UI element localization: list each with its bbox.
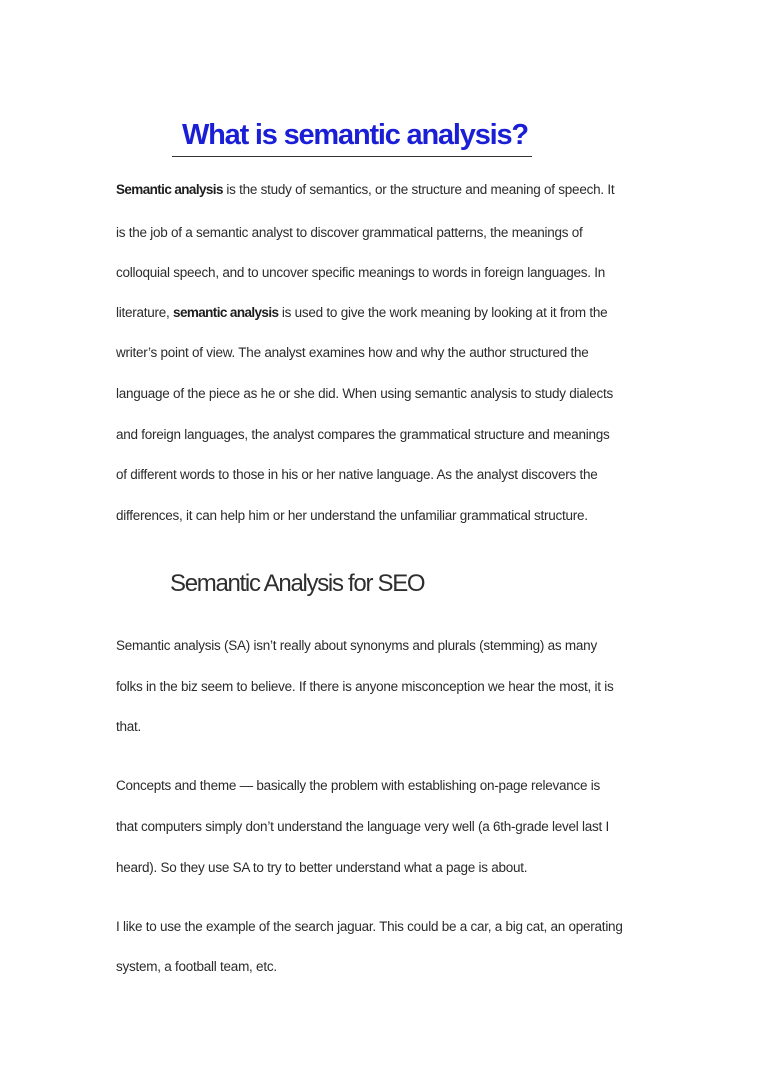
paragraph-line: [116, 385, 613, 403]
paragraph-line: [116, 181, 614, 199]
paragraph-line: that.: [116, 719, 142, 734]
paragraph-line: Concepts and theme — basically the problem with establishing on-page relevance is: [116, 778, 601, 793]
paragraph-line: system, a football team, etc.: [116, 959, 277, 974]
line-text: is used to give the work meaning by looking at it from the: [278, 305, 608, 320]
line-text: is the study of semantics, or the structure and meaning of speech. It: [222, 182, 615, 197]
paragraph-line: that computers simply don’t understand the language very well (a 6th-grade level last I: [116, 819, 610, 834]
line-text: colloquial speech, and to uncover specific meanings to words in foreign languages. In: [116, 265, 606, 280]
line-text: is the job of a semantic analyst to discover grammatical patterns, the meanings of: [116, 225, 583, 240]
paragraph-line: heard). So they use SA to try to better understand what a page is about.: [116, 860, 528, 875]
line-text: and foreign languages, the analyst compares the grammatical structure and meanings: [116, 427, 610, 442]
paragraph-line: [116, 426, 610, 444]
paragraph-line: [116, 344, 589, 362]
line-text: writer’s point of view. The analyst examines how and why the author structured the: [116, 345, 589, 360]
paragraph-line: folks in the biz seem to believe. If there is anyone misconception we hear the most, it is: [116, 679, 614, 694]
paragraph-line: [116, 264, 605, 282]
line-prefix: literature,: [116, 305, 174, 320]
paragraph-line: [116, 304, 607, 322]
bold-term: semantic analysis: [173, 305, 279, 320]
bold-term: Semantic analysis: [116, 182, 223, 197]
page-title: What is semantic analysis?: [182, 119, 528, 151]
line-text: language of the piece as he or she did. When using semantic analysis to study dialects: [116, 386, 614, 401]
paragraph-line: [116, 224, 583, 242]
paragraph-line: I like to use the example of the search jaguar. This could be a car, a big cat, an operating: [116, 919, 623, 934]
paragraph-line: [116, 466, 598, 484]
line-text: differences, it can help him or her understand the unfamiliar grammatical structure.: [116, 508, 588, 523]
paragraph-line: [116, 507, 588, 525]
title-underline: [172, 116, 532, 157]
line-text: of different words to those in his or her native language. As the analyst discovers the: [116, 467, 598, 482]
paragraph-line: Semantic analysis (SA) isn’t really about synonyms and plurals (stemming) as many: [116, 638, 597, 653]
section-heading: Semantic Analysis for SEO: [170, 570, 425, 597]
